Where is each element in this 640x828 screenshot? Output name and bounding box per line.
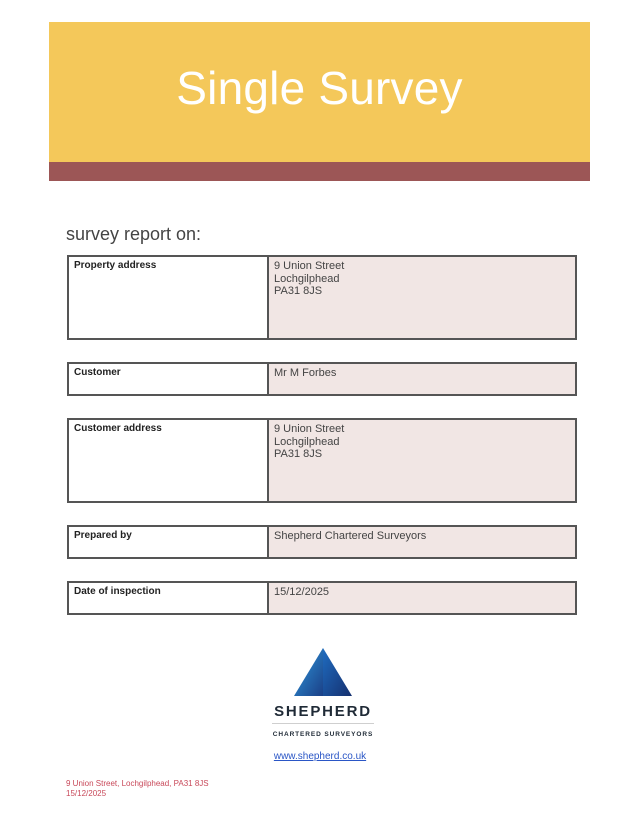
title-banner [49,22,590,162]
customer-name: Mr M Forbes [274,367,337,379]
logo-divider [272,723,374,724]
property-address-line: Lochgilphead [274,272,340,285]
inspection-date-value [269,583,575,613]
page-title: Single Survey [176,62,463,114]
customer-address-row [67,418,577,503]
inspection-date: 15/12/2025 [274,586,330,598]
footer-address: 9 Union Street, Lochgilphead, PA31 8JS [66,779,209,788]
shepherd-logo [268,646,378,746]
property-address-row [67,255,577,340]
property-address-label: Property address [69,257,269,338]
customer-address-line: PA31 8JS [274,448,323,460]
prepared-by-label: Prepared by [69,527,269,557]
customer-address-label: Customer address [69,420,269,501]
page-footer [66,779,209,799]
customer-address-line: 9 Union Street [274,423,345,435]
property-address-value [269,257,575,338]
inspection-date-row [67,581,577,615]
customer-label: Customer [69,364,269,394]
property-address-line: PA31 8JS [274,285,323,297]
inspection-date-label: Date of inspection [69,583,269,613]
property-address-line: 9 Union Street [274,260,345,272]
prepared-by-value [269,527,575,557]
logo-tagline: CHARTERED SURVEYORS [272,731,374,738]
footer-date: 15/12/2025 [66,789,107,798]
prepared-by-name: Shepherd Chartered Surveyors [274,530,427,542]
customer-address-line: Lochgilphead [274,435,340,448]
website-link[interactable]: www.shepherd.co.uk [273,751,367,762]
triangle-logo-icon [292,646,354,698]
report-subtitle: survey report on: [66,224,202,244]
prepared-by-row [67,525,577,559]
logo-wordmark: SHEPHERD [274,703,372,720]
customer-address-value [269,420,575,501]
banner-accent-strip [49,162,590,181]
customer-row [67,362,577,396]
customer-value [269,364,575,394]
